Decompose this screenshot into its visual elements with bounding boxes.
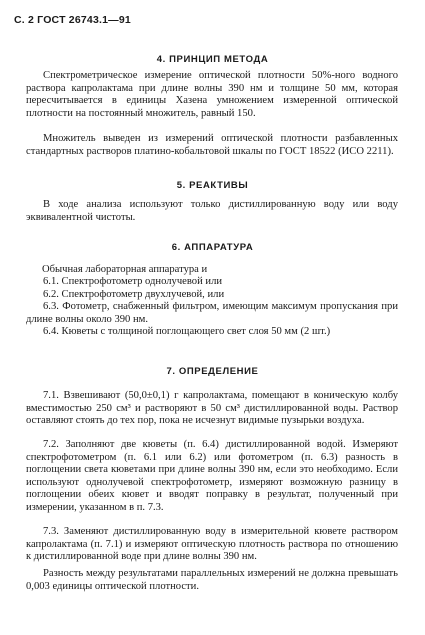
apparatus-intro: Обычная лабораторная аппаратура и (42, 264, 208, 275)
section-title-principle: 4. ПРИНЦИП МЕТОДА (156, 54, 269, 65)
apparatus-item-6-1: 6.1. Спектрофотометр однолучевой или (43, 276, 223, 287)
apparatus-item-6-2: 6.2. Спектрофотометр двухлучевой, или (43, 289, 225, 300)
determination-paragraph-7-2: 7.2. Заполняют две кюветы (п. 6.4) дистиллированной водой. Измеряют спектрофотометром (п. 6.1 или 6.2) или фотометром (п. 6.3) разность в поглощении света кюветами при длине волны 390 нм, если это необходимо. Если используют однолучевой спектрофотометр, измеряют возможную разницу в поглощении обеих кювет и вводят поправку в результат, полученный при измерении, указанном в п. 7.3. (26, 439, 398, 513)
principle-paragraph-1: Спектрометрическое измерение оптической плотности 50%-ного водного раствора капролактама при длине волны 390 нм и толщине 50 мм, которая пересчитывается в единицы Хазена умножением измеренной оптической плотности на постоянный множитель, равный 150. (26, 70, 398, 119)
section-title-determination: 7. ОПРЕДЕЛЕНИЕ (166, 366, 259, 377)
page-header: С. 2 ГОСТ 26743.1—91 (14, 14, 131, 26)
apparatus-item-6-3: 6.3. Фотометр, снабженный фильтром, имеющим максимум пропускания при длине волны около 390 нм. (26, 301, 398, 325)
determination-paragraph-7-3: 7.3. Заменяют дистиллированную воду в измерительной кювете раствором капролактама (п. 7.1) и измеряют оптическую плотность раствора по отношению к дистиллированной воде при длине волны 390 нм. (26, 526, 398, 563)
apparatus-item-6-4: 6.4. Кюветы с толщиной поглощающего свет слоя 50 мм (2 шт.) (43, 326, 331, 337)
determination-paragraph-7-1: 7.1. Взвешивают (50,0±0,1) г капролактама, помещают в коническую колбу вместимостью 250 см³ и растворяют в 50 см³ дистиллированной воды. Раствор оставляют стоять до тех пор, пока не исчезнут видимые пузырьки воздуха. (26, 390, 398, 427)
determination-paragraph-difference: Разность между результатами параллельных измерений не должна превышать 0,003 единицы оптической плотности. (26, 568, 398, 592)
section-title-reagents: 5. РЕАКТИВЫ (176, 180, 249, 191)
section-title-apparatus: 6. АППАРАТУРА (171, 242, 254, 253)
principle-paragraph-2: Множитель выведен из измерений оптической плотности разбавленных стандартных растворов платино-кобальтовой шкалы по ГОСТ 18522 (ИСО 2211). (26, 133, 398, 157)
reagents-paragraph: В ходе анализа используют только дистиллированную воду или воду эквивалентной чистоты. (26, 199, 398, 223)
